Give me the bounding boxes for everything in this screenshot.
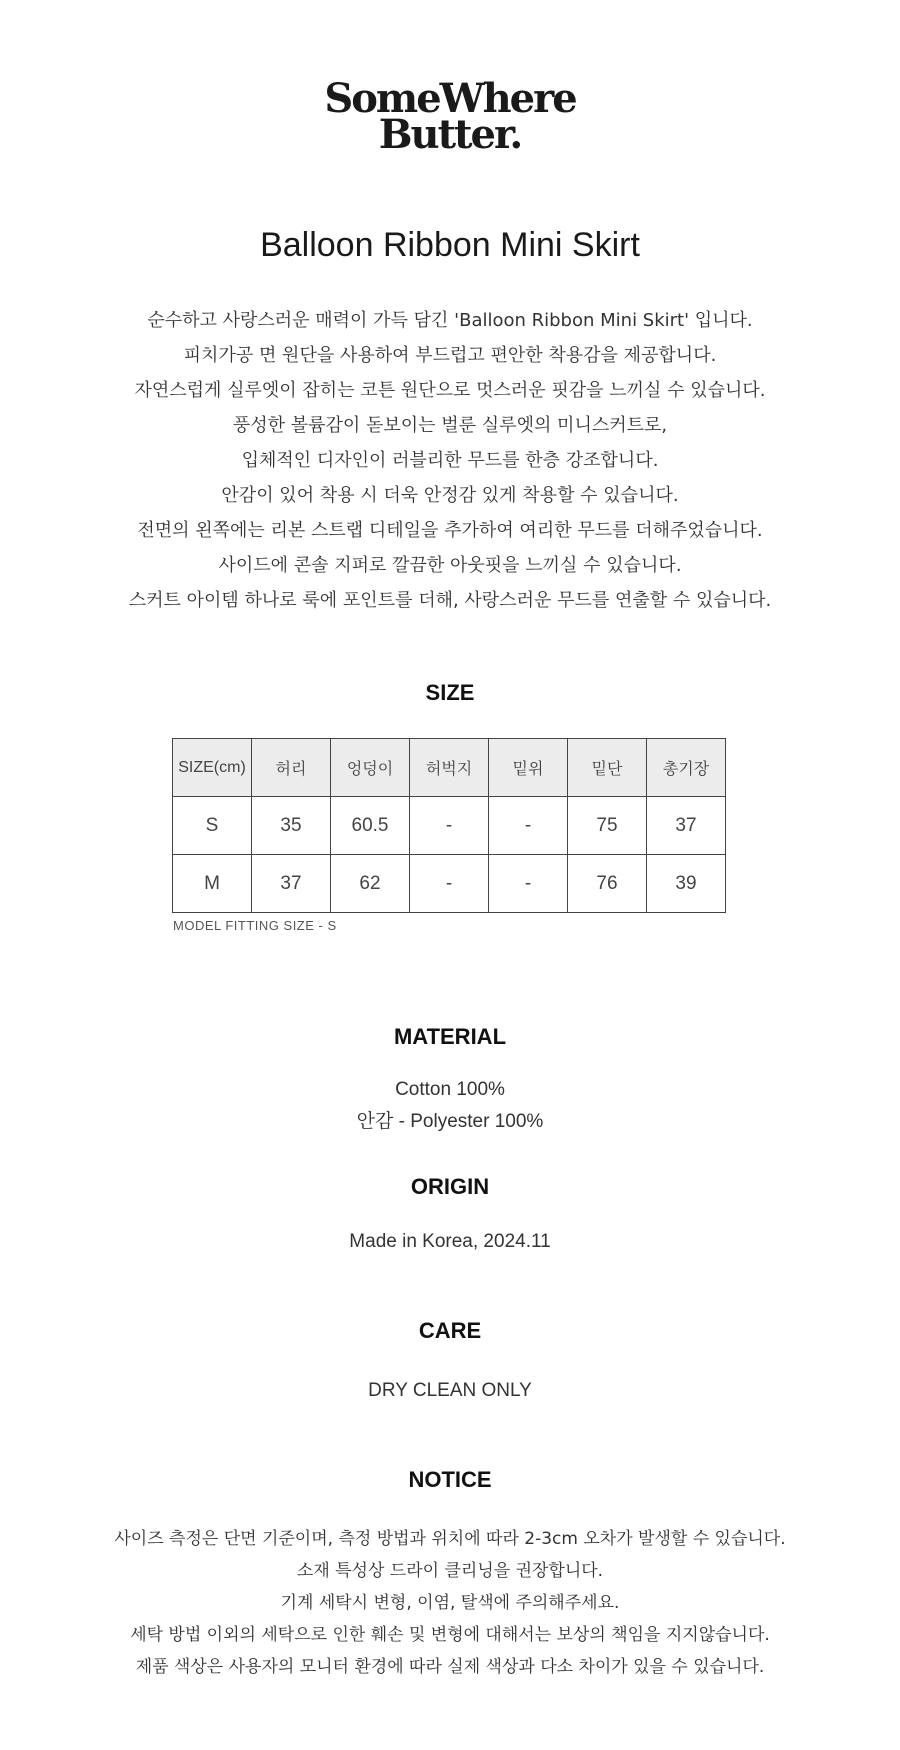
size-header-cell: 밑단 — [568, 739, 647, 797]
material-heading: MATERIAL — [393, 1024, 507, 1049]
size-cell: 76 — [568, 855, 647, 913]
size-cell: 35 — [252, 797, 331, 855]
notice-heading: NOTICE — [408, 1467, 492, 1492]
description-line: 안감이 있어 착용 시 더욱 안정감 있게 착용할 수 있습니다. — [221, 485, 679, 506]
material-line: 안감 - Polyester 100% — [356, 1111, 544, 1132]
brand-logo-line1: SomeWhere — [324, 75, 576, 122]
material-line: Cotton 100% — [395, 1079, 505, 1100]
size-table — [172, 738, 726, 913]
description-line: 전면의 왼쪽에는 리본 스트랩 디테일을 추가하여 여리한 무드를 더해주었습니다. — [137, 520, 763, 541]
size-cell: - — [489, 855, 568, 913]
description-line: 순수하고 사랑스러운 매력이 가득 담긴 'Balloon Ribbon Mini Skirt' 입니다. — [147, 310, 753, 331]
size-cell: - — [410, 855, 489, 913]
size-cell: S — [173, 797, 252, 855]
origin-text: Made in Korea, 2024.11 — [349, 1231, 551, 1252]
description-line: 풍성한 볼륨감이 돋보이는 벌룬 실루엣의 미니스커트로, — [232, 415, 668, 436]
size-cell: 39 — [647, 855, 726, 913]
origin-info — [0, 1226, 900, 1258]
product-description — [0, 303, 900, 618]
notice-line: 소재 특성상 드라이 클리닝을 권장합니다. — [296, 1561, 604, 1581]
size-cell: 37 — [647, 797, 726, 855]
notice-line: 기계 세탁시 변형, 이염, 탈색에 주의해주세요. — [280, 1593, 620, 1613]
notice-line: 세탁 방법 이외의 세탁으로 인한 훼손 및 변형에 대해서는 보상의 책임을 지지않습니다. — [130, 1625, 770, 1645]
notice-list — [0, 1523, 900, 1683]
size-cell: M — [173, 855, 252, 913]
care-info — [0, 1375, 900, 1407]
size-heading: SIZE — [425, 680, 475, 705]
care-heading: CARE — [418, 1318, 482, 1343]
size-header-cell: 밑위 — [489, 739, 568, 797]
table-row — [173, 855, 726, 913]
size-table-header-row — [173, 739, 726, 797]
notice-line: 사이즈 측정은 단면 기준이며, 측정 방법과 위치에 따라 2-3cm 오차가 발생할 수 있습니다. — [114, 1529, 786, 1549]
size-header-cell: 총기장 — [647, 739, 726, 797]
size-cell: 37 — [252, 855, 331, 913]
brand-logo — [0, 75, 900, 158]
size-header-cell: SIZE(cm) — [173, 739, 252, 797]
material-info — [0, 1074, 900, 1138]
size-header-cell: 허벅지 — [410, 739, 489, 797]
care-text: DRY CLEAN ONLY — [368, 1380, 532, 1401]
size-cell: - — [489, 797, 568, 855]
product-title: Balloon Ribbon Mini Skirt — [260, 226, 640, 264]
description-line: 사이드에 콘솔 지퍼로 깔끔한 아웃핏을 느끼실 수 있습니다. — [218, 555, 682, 576]
size-cell: - — [410, 797, 489, 855]
description-line: 자연스럽게 실루엣이 잡히는 코튼 원단으로 멋스러운 핏감을 느끼실 수 있습니다. — [134, 380, 766, 401]
model-fitting-note: MODEL FITTING SIZE - S — [173, 918, 337, 933]
description-line: 스커트 아이템 하나로 룩에 포인트를 더해, 사랑스러운 무드를 연출할 수 있습니다. — [128, 590, 772, 611]
description-line: 피치가공 면 원단을 사용하여 부드럽고 편안한 착용감을 제공합니다. — [183, 345, 717, 366]
notice-line: 제품 색상은 사용자의 모니터 환경에 따라 실제 색상과 다소 차이가 있을 수 있습니다. — [135, 1657, 765, 1677]
size-cell: 75 — [568, 797, 647, 855]
size-header-cell: 엉덩이 — [331, 739, 410, 797]
size-header-cell: 허리 — [252, 739, 331, 797]
table-row — [173, 797, 726, 855]
description-line: 입체적인 디자인이 러블리한 무드를 한층 강조합니다. — [241, 450, 659, 471]
size-cell: 62 — [331, 855, 410, 913]
origin-heading: ORIGIN — [410, 1174, 490, 1199]
size-cell: 60.5 — [331, 797, 410, 855]
brand-logo-line2: Butter. — [378, 111, 522, 158]
